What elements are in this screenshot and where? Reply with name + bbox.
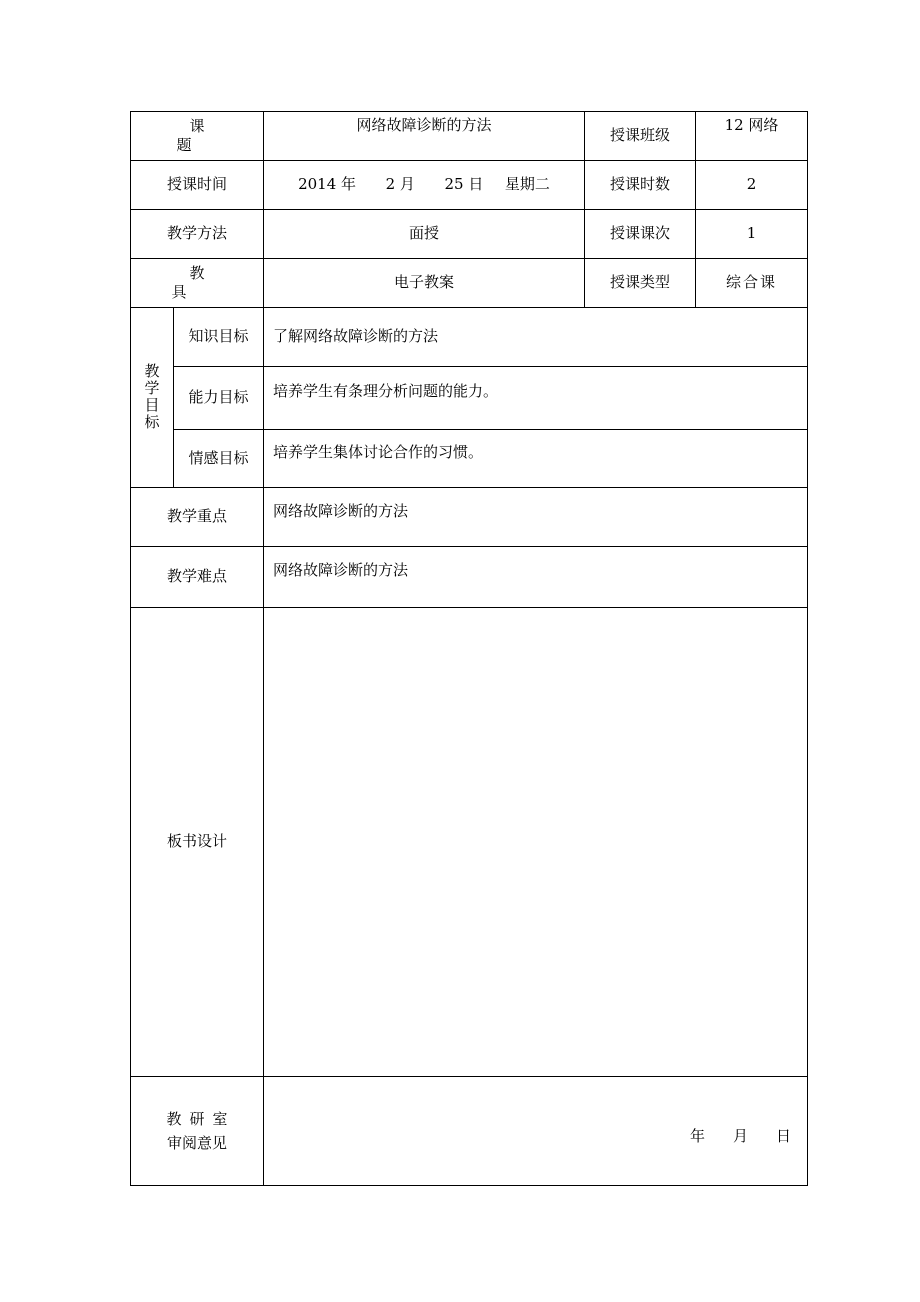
- method-label-cell: [131, 210, 264, 259]
- tools-label-cell: [131, 259, 264, 308]
- objectives-group-label: 教学目标: [144, 361, 160, 431]
- objective-knowledge-label-cell: [174, 308, 264, 367]
- difficulty-label: 教学难点: [166, 567, 227, 586]
- session-label-cell: [585, 210, 696, 259]
- objective-ability-value-cell: [264, 367, 808, 430]
- hours-label: 授课时数: [609, 175, 670, 194]
- type-value-cell: [696, 259, 808, 308]
- row-review: [131, 1077, 808, 1186]
- objective-ability-value: 培养学生有条理分析问题的能力。: [273, 382, 499, 401]
- row-method: [131, 210, 808, 259]
- row-objective-emotion: [131, 430, 808, 488]
- review-date-day: 日: [775, 1127, 791, 1145]
- class-value: 12 网络: [724, 116, 779, 134]
- review-label: [158, 1107, 235, 1155]
- time-month: 2 月: [385, 175, 415, 194]
- class-label: 授课班级: [609, 126, 670, 145]
- class-label-cell: [585, 112, 696, 161]
- session-value: 1: [746, 224, 757, 243]
- review-content-cell[interactable]: [264, 1077, 808, 1186]
- time-weekday: 星期二: [504, 175, 550, 194]
- type-label-cell: [585, 259, 696, 308]
- key-point-label: 教学重点: [166, 507, 227, 526]
- row-time: [131, 161, 808, 210]
- board-design-label: 板书设计: [166, 832, 227, 851]
- topic-label-cell: [131, 112, 264, 161]
- objective-knowledge-label: 知识目标: [188, 327, 249, 346]
- key-point-label-cell: [131, 488, 264, 547]
- time-year: 2014 年: [298, 175, 357, 194]
- row-key-point: [131, 488, 808, 547]
- row-topic: [131, 112, 808, 161]
- hours-label-cell: [585, 161, 696, 210]
- tools-value: 电子教案: [393, 273, 454, 292]
- type-label: 授课类型: [609, 273, 670, 292]
- review-label-line2: 审阅意见: [166, 1134, 227, 1152]
- difficulty-label-cell: [131, 547, 264, 608]
- review-label-cell: [131, 1077, 264, 1186]
- method-label: 教学方法: [166, 224, 227, 243]
- review-date-year: 年: [689, 1127, 705, 1145]
- time-label: 授课时间: [166, 175, 227, 194]
- review-date: [690, 1127, 791, 1147]
- lesson-plan-table: [130, 111, 808, 1186]
- method-value-cell: [264, 210, 585, 259]
- objective-emotion-label: 情感目标: [188, 448, 249, 467]
- objective-knowledge-value-cell: [264, 308, 808, 367]
- hours-value: 2: [746, 175, 757, 194]
- row-tools: [131, 259, 808, 308]
- objective-emotion-value-cell: [264, 430, 808, 488]
- time-label-cell: [131, 161, 264, 210]
- objective-ability-label: 能力目标: [188, 388, 249, 407]
- row-objective-ability: [131, 367, 808, 430]
- type-value: 综合课: [725, 273, 777, 292]
- session-value-cell: [696, 210, 808, 259]
- difficulty-value-cell: [264, 547, 808, 608]
- review-label-line1: 教研室: [166, 1110, 236, 1128]
- row-difficulty: [131, 547, 808, 608]
- objective-ability-label-cell: [174, 367, 264, 430]
- time-day: 25 日: [444, 175, 484, 194]
- tools-label: 教 具: [171, 263, 241, 301]
- session-label: 授课课次: [609, 224, 670, 243]
- key-point-value: 网络故障诊断的方法: [273, 502, 409, 520]
- class-value-cell: [696, 112, 808, 161]
- objective-knowledge-value: 了解网络故障诊断的方法: [273, 327, 439, 346]
- difficulty-value: 网络故障诊断的方法: [273, 561, 409, 579]
- tools-value-cell: [264, 259, 585, 308]
- topic-value-cell: [264, 112, 585, 161]
- key-point-value-cell: [264, 488, 808, 547]
- row-objective-knowledge: [131, 308, 808, 367]
- topic-label: 课 题: [176, 116, 231, 154]
- hours-value-cell: [696, 161, 808, 210]
- review-date-month: 月: [732, 1127, 748, 1145]
- board-design-label-cell: [131, 608, 264, 1077]
- method-value: 面授: [408, 224, 439, 243]
- topic-value: 网络故障诊断的方法: [356, 116, 492, 134]
- row-board-design: [131, 608, 808, 1077]
- objective-emotion-value: 培养学生集体讨论合作的习惯。: [273, 442, 484, 461]
- objectives-group-cell: [131, 308, 174, 488]
- objective-emotion-label-cell: [174, 430, 264, 488]
- time-value-cell: [264, 161, 585, 210]
- board-design-content[interactable]: [264, 608, 808, 1077]
